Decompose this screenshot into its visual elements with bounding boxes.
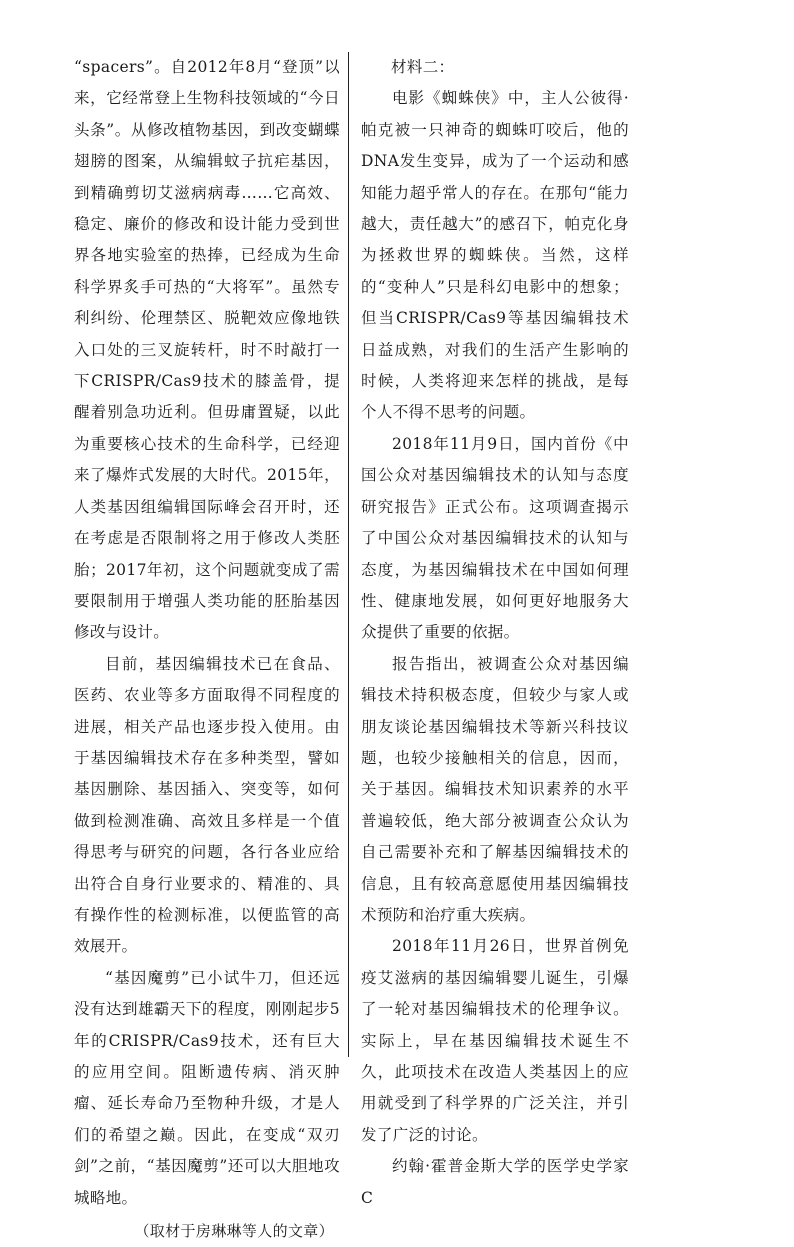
right-column — [361, 52, 629, 1214]
left-column — [74, 52, 340, 1247]
left-paragraph-1: “spacers”。自2012年8月“登顶”以来，它经常登上生物科技领域的“今日头条”。从修改植物基因，到改变蝴蝶翅膀的图案，从编辑蚊子抗疟基因，到精确剪切艾滋病病毒……它高效、稳定、廉价的修改和设计能力受到世界各地实验室的热捧，已经成为生命科学界炙手可热的“大将军”。虽然专利纠纷、伦理禁区、脱靶效应像地铁入口处的三叉旋转杆，时不时敲打一下CRISPR/Cas9技术的膝盖骨，提醒着别急功近利。但毋庸置疑，以此为重要核心技术的生命科学，已经迎来了爆炸式发展的大时代。2015年，人类基因组编辑国际峰会召开时，还在考虑是否限制将之用于修改人类胚胎；2017年初，这个问题就变成了需要限制用于增强人类功能的胚胎基因修改与设计。 — [74, 58, 340, 642]
right-paragraph-3: 报告指出，被调查公众对基因编辑技术持积极态度，但较少与家人或朋友谈论基因编辑技术等新兴科技议题，也较少接触相关的信息，因而，关于基因。编辑技术知识素养的水平普遍较低，绝大部分被调查公众认为自己需要补充和了解基因编辑技术的信息，且有较高意愿使用基因编辑技术预防和治疗重大疾病。 — [361, 654, 629, 924]
column-divider — [348, 52, 349, 1057]
right-paragraph-2: 2018年11月9日，国内首份《中国公众对基因编辑技术的认知与态度研究报告》正式公布。这项调查揭示了中国公众对基因编辑技术的认知与态度，为基因编辑技术在中国如何理性、健康地发展，如何更好地服务大众提供了重要的依据。 — [361, 434, 629, 642]
left-paragraph-2: 目前，基因编辑技术已在食品、医药、农业等多方面取得不同程度的进展，相关产品也逐步投入使用。由于基因编辑技术存在多种类型，譬如基因删除、基因插入、突变等，如何做到检测准确、高效且多样是一个值得思考与研究的问题，各行各业应给出符合自身行业要求的、精准的、具有操作性的检测标准，以便监管的高效展开。 — [74, 654, 340, 956]
left-paragraph-3: “基因魔剪”已小试牛刀，但还远没有达到雄霸天下的程度，刚刚起步5年的CRISPR/Cas9技术，还有巨大的应用空间。阻断遗传病、消灭肿瘤、延长寿命乃至物种升级，才是人们的希望之巅。因此，在变成“双刃剑”之前，“基因魔剪”还可以大胆地攻城略地。 — [74, 968, 340, 1207]
right-paragraph-5: 约翰·霍普金斯大学的医学史学家C — [361, 1157, 629, 1207]
material-two-heading: 材料二： — [391, 58, 455, 76]
right-paragraph-4: 2018年11月26日，世界首例免疫艾滋病的基因编辑婴儿诞生，引爆了一轮对基因编辑技术的伦理争议。实际上，早在基因编辑技术诞生不久，此项技术在改造人类基因上的应用就受到了科学界的广泛关注，并引发了广泛的讨论。 — [361, 937, 629, 1144]
source-citation: （取材于房琳琳等人的文章） — [134, 1223, 334, 1241]
right-paragraph-1: 电影《蜘蛛侠》中，主人公彼得·帕克被一只神奇的蜘蛛叮咬后，他的DNA发生变异，成为了一个运动和感知能力超乎常人的存在。在那句“能力越大，责任越大”的感召下，帕克化身为拯救世界的蜘蛛侠。当然，这样的“变种人”只是科幻电影中的想象；但当CRISPR/Cas9等基因编辑技术日益成熟，对我们的生活产生影响的时候，人类将迎来怎样的挑战，是每个人不得不思考的问题。 — [361, 89, 629, 422]
